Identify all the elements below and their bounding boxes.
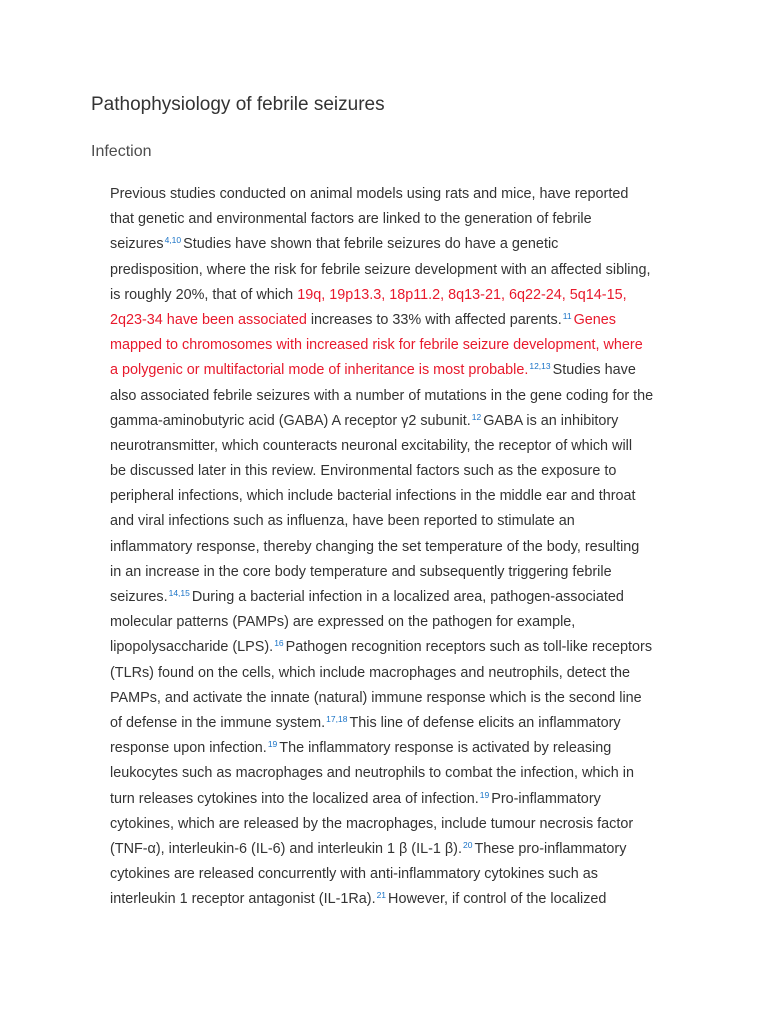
text-segment: However, if control of the localized	[388, 891, 607, 908]
text-segment: seizures	[110, 236, 164, 253]
text-segment: During a bacterial infection in a localized area, pathogen-associated	[191, 589, 624, 605]
text-line	[110, 182, 700, 207]
page-title: Pathophysiology of febrile seizures	[91, 94, 385, 115]
highlighted-text: Genes	[573, 311, 616, 328]
text-segment: molecular patterns (PAMPs) are expressed on the pathogen for example,	[110, 614, 576, 631]
text-line	[110, 358, 700, 383]
text-segment: cytokines are released concurrently with anti-inflammatory cytokines such as	[110, 866, 598, 883]
text-line	[110, 610, 700, 635]
citation-link[interactable]: 17,18	[326, 713, 348, 724]
text-segment: gamma-aminobutyric acid (GABA) A receptor γ2 subunit.	[110, 412, 471, 429]
text-segment: be discussed later in this review. Environmental factors such as the exposure to	[110, 463, 617, 480]
text-segment: These pro-inflammatory	[474, 840, 627, 857]
citation-link[interactable]: 12,13	[529, 361, 551, 372]
citation-link[interactable]: 21	[376, 890, 387, 901]
text-segment: interleukin 1 receptor antagonist (IL-1Ra).	[110, 891, 376, 908]
text-segment: Studies have shown that febrile seizures do have a genetic	[183, 236, 559, 253]
text-segment: leukocytes such as macrophages and neutrophils to combat the infection, which in	[110, 765, 634, 782]
text-segment: increases to 33% with affected parents.	[306, 311, 562, 328]
citation-link[interactable]: 4,10	[164, 235, 182, 246]
citation-link[interactable]: 11	[562, 310, 572, 321]
highlighted-text: mapped to chromosomes with increased risk for febrile seizure development, where	[110, 337, 643, 354]
highlighted-text: 2q23-34 have been associated	[110, 311, 307, 328]
text-line	[110, 384, 700, 409]
text-segment: (TLRs) found on the cells, which include macrophages and neutrophils, detect the	[110, 664, 630, 681]
text-segment: inflammatory response, thereby changing the set temperature of the body, resulting	[110, 538, 640, 555]
text-segment: cytokines, which are released by the macrophages, include tumour necrosis factor	[110, 815, 634, 832]
text-line	[110, 812, 700, 837]
text-segment: in an increase in the core body temperature and subsequently triggering febrile	[110, 563, 612, 580]
highlighted-text: 19q, 19p13.3, 18p11.2, 8q13-21, 6q22-24, 5q14-15,	[297, 286, 627, 303]
section-heading: Infection	[91, 143, 152, 160]
text-segment: This line of defense elicits an inflammatory	[349, 714, 621, 731]
text-line	[110, 686, 700, 711]
text-line	[110, 207, 700, 232]
text-line	[110, 308, 700, 333]
text-line	[110, 761, 700, 786]
highlighted-text: a polygenic or multifactorial mode of inheritance is most probable.	[110, 362, 529, 379]
citation-link[interactable]: 19	[479, 789, 490, 800]
citation-link[interactable]: 14,15	[168, 588, 190, 598]
text-segment: PAMPs, and activate the innate (natural) immune response which is the second line	[110, 689, 642, 706]
citation-link[interactable]: 20	[462, 839, 473, 850]
text-segment: (TNF-α), interleukin-6 (IL-6) and interleukin 1 β (IL-1 β).	[110, 840, 462, 857]
text-segment: seizures.	[110, 589, 168, 605]
text-segment: also associated febrile seizures with a number of mutations in the gene coding for the	[110, 387, 654, 404]
text-line	[110, 711, 700, 736]
text-line	[110, 258, 700, 283]
text-segment: The inflammatory response is activated by releasing	[279, 740, 612, 757]
text-segment: GABA is an inhibitory	[483, 412, 619, 429]
text-segment: predisposition, where the risk for febrile seizure development with an affected sibling,	[110, 261, 651, 278]
text-line	[110, 509, 700, 534]
text-line	[110, 585, 700, 610]
text-line	[110, 232, 700, 257]
text-line	[110, 409, 700, 434]
text-line	[110, 434, 700, 459]
text-segment: response upon infection.	[110, 740, 267, 757]
text-segment: is roughly 20%, that of which	[110, 286, 298, 303]
text-line	[110, 862, 700, 887]
text-segment: Studies have	[552, 362, 636, 379]
text-segment: Pro-inflammatory	[491, 790, 601, 807]
text-line	[110, 560, 700, 585]
text-line	[110, 661, 700, 686]
text-segment: and viral infections such as influenza, have been reported to stimulate an	[110, 513, 575, 530]
text-line	[110, 736, 700, 761]
text-line	[110, 787, 700, 812]
text-line	[110, 459, 700, 484]
text-line	[110, 837, 700, 862]
text-segment: neurotransmitter, which counteracts neuronal excitability, the receptor of which will	[110, 437, 633, 454]
citation-link[interactable]: 12	[471, 411, 482, 422]
text-line	[110, 635, 700, 660]
text-segment: turn releases cytokines into the localized area of infection.	[110, 790, 479, 807]
text-segment: Pathogen recognition receptors such as toll-like receptors	[285, 639, 653, 656]
body-paragraph	[110, 182, 700, 912]
text-segment: of defense in the immune system.	[110, 714, 326, 731]
text-line	[110, 283, 700, 308]
text-segment: peripheral infections, which include bacterial infections in the middle ear and throat	[110, 488, 636, 505]
text-segment: that genetic and environmental factors are linked to the generation of febrile	[110, 211, 592, 228]
text-segment: lipopolysaccharide (LPS).	[110, 639, 274, 656]
text-segment: Previous studies conducted on animal models using rats and mice, have reported	[110, 186, 629, 202]
text-line	[110, 887, 700, 912]
text-line	[110, 484, 700, 509]
citation-link[interactable]: 16	[274, 638, 284, 649]
text-line	[110, 535, 700, 560]
citation-link[interactable]: 19	[267, 739, 278, 750]
text-line	[110, 333, 700, 358]
